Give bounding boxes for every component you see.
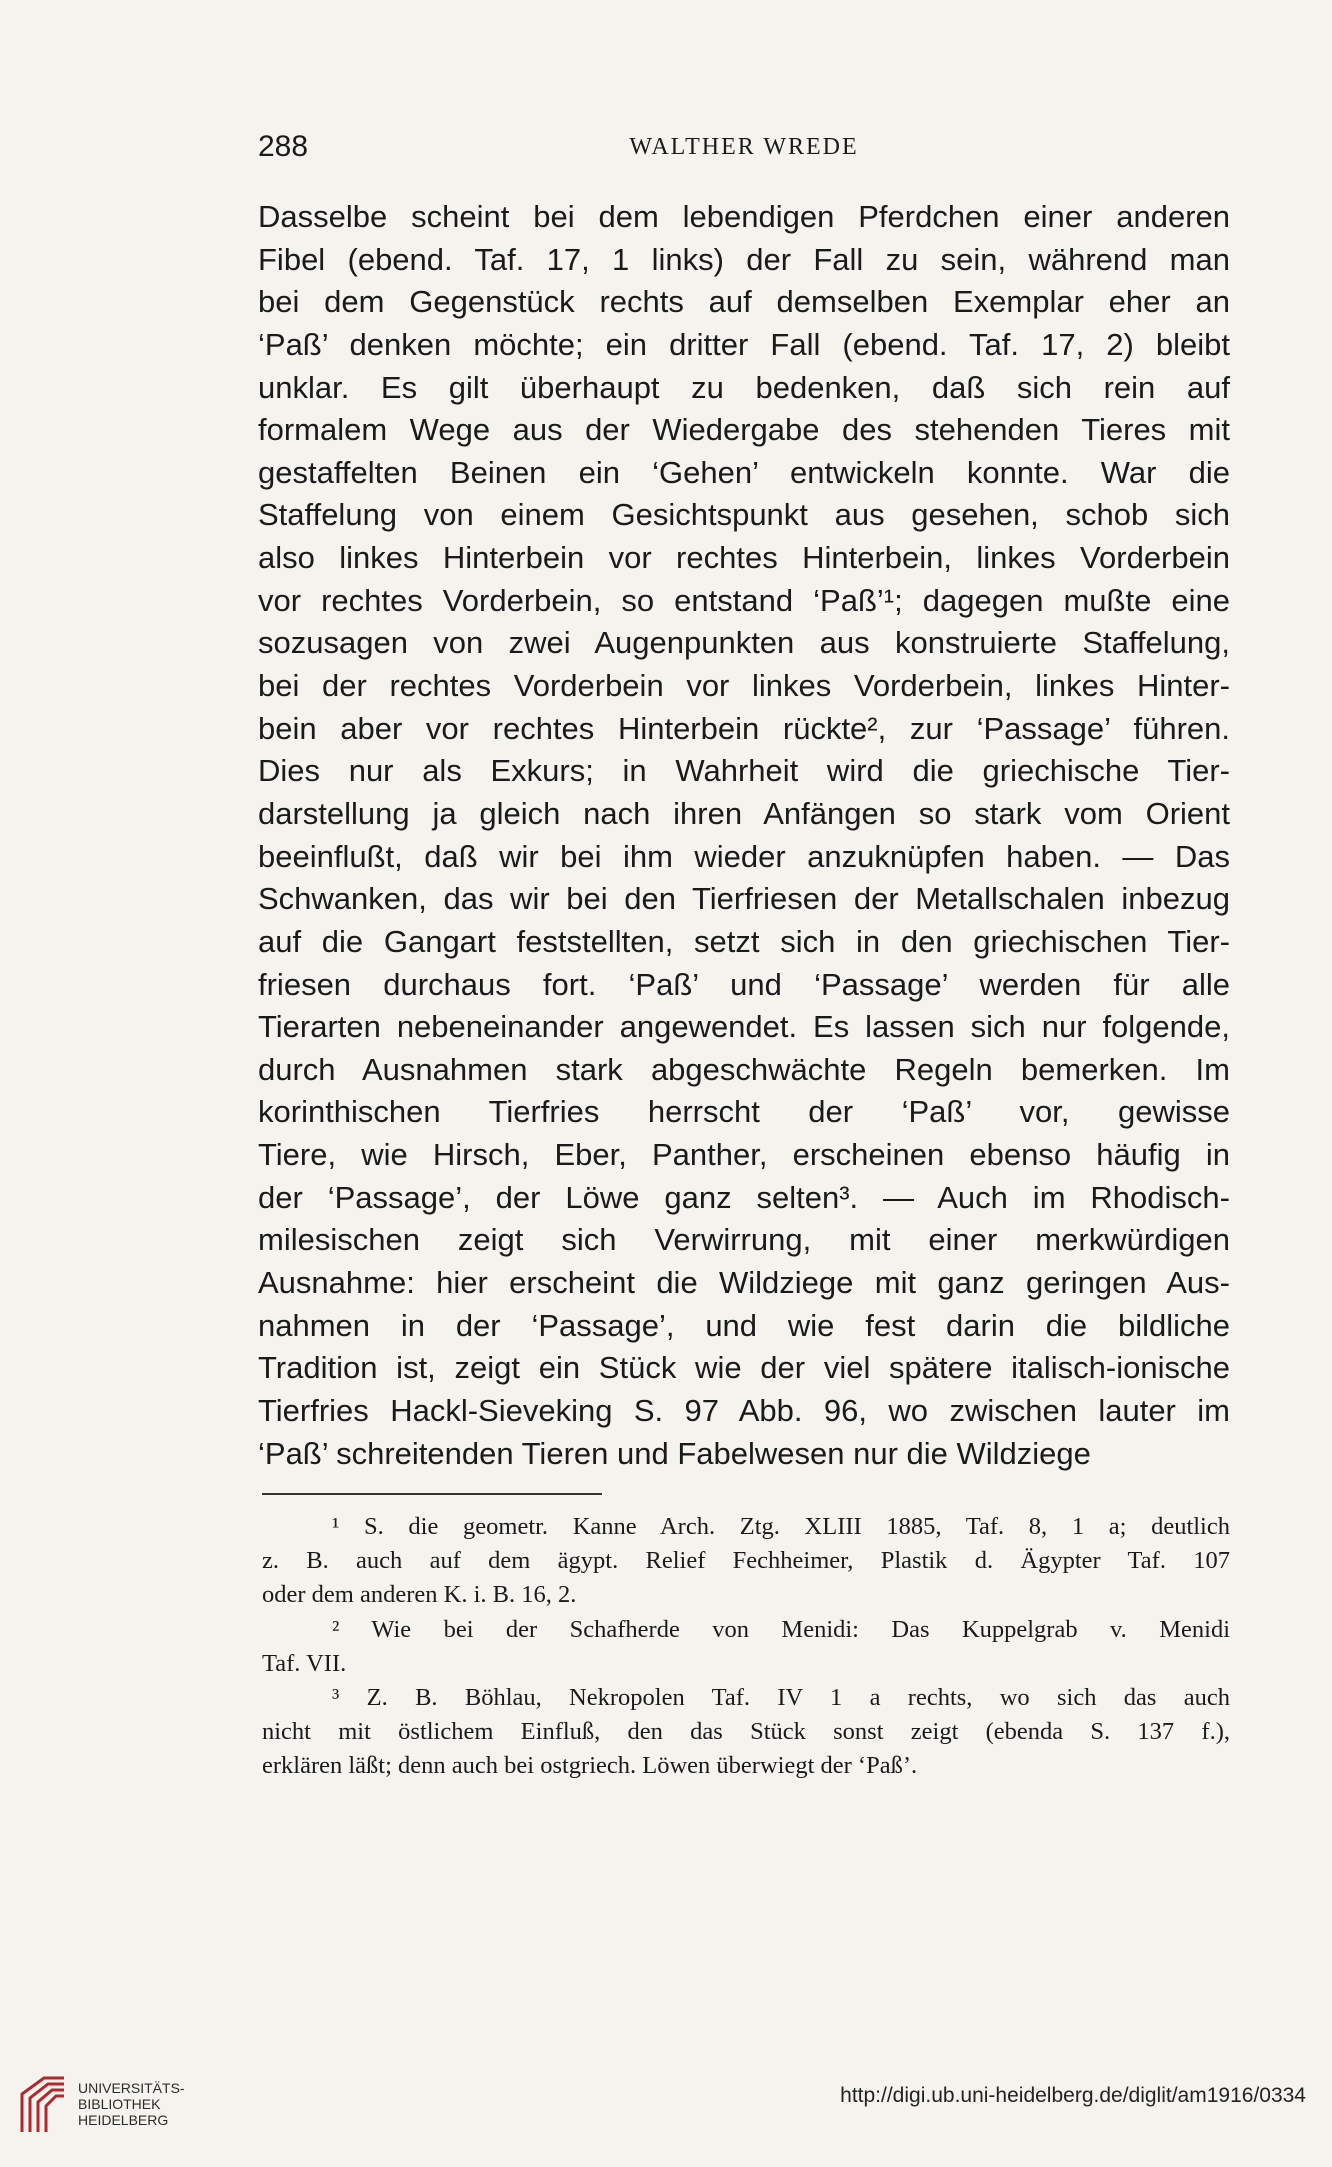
body-line: formalem Wege aus der Wiedergabe des stehenden Tieres mit: [258, 412, 1230, 448]
library-name: [78, 2080, 185, 2128]
library-name-line: BIBLIOTHEK: [78, 2096, 161, 2112]
body-line: unklar. Es gilt überhaupt zu bedenken, daß sich rein auf: [258, 369, 1230, 405]
body-line: Ausnahme: hier erscheint die Wildziege mit ganz geringen Aus-: [258, 1265, 1230, 1301]
body-line: auf die Gangart feststellten, setzt sich in den griechischen Tier-: [258, 923, 1230, 959]
body-line: Dasselbe scheint bei dem lebendigen Pferdchen einer anderen: [258, 199, 1230, 234]
footnote-separator: [262, 1493, 602, 1495]
footnote-line: Taf. VII.: [262, 1649, 347, 1677]
body-line: bei dem Gegenstück rechts auf demselben Exemplar eher an: [258, 284, 1230, 320]
footnote-line: z. B. auch auf dem ägypt. Relief Fechheimer, Plastik d. Ägypter Taf. 107: [262, 1547, 1230, 1575]
body-line: sozusagen von zwei Augenpunkten aus konstruierte Staffelung,: [258, 625, 1230, 661]
library-name-line: HEIDELBERG: [78, 2112, 169, 2128]
page-footer: [0, 2072, 1332, 2142]
footnote-line: ¹ S. die geometr. Kanne Arch. Ztg. XLIII 1885, Taf. 8, 1 a; deutlich: [332, 1513, 1230, 1540]
footnote-line: nicht mit östlichem Einfluß, den das Stück sonst zeigt (ebenda S. 137 f.),: [262, 1718, 1230, 1746]
body-line: Schwanken, das wir bei den Tierfriesen der Metallschalen inbezug: [258, 881, 1230, 917]
body-line: bei der rechtes Vorderbein vor linkes Vorderbein, linkes Hinter-: [258, 668, 1230, 704]
body-line: Fibel (ebend. Taf. 17, 1 links) der Fall zu sein, während man: [258, 241, 1230, 277]
running-title: WALTHER WREDE: [629, 134, 859, 160]
ub-heidelberg-logo-icon: [14, 2072, 70, 2138]
body-line: bein aber vor rechtes Hinterbein rückte², zur ‘Passage’ führen.: [258, 710, 1230, 746]
footnote-line: oder dem anderen K. i. B. 16, 2.: [262, 1581, 577, 1609]
body-line: friesen durchaus fort. ‘Paß’ und ‘Passage’ werden für alle: [258, 966, 1230, 1002]
body-line: durch Ausnahmen stark abgeschwächte Regeln bemerken. Im: [258, 1051, 1230, 1087]
body-line: nahmen in der ‘Passage’, und wie fest darin die bildliche: [258, 1307, 1230, 1343]
body-text: [258, 196, 1230, 1475]
body-line: korinthischen Tierfries herrscht der ‘Paß’ vor, gewisse: [258, 1094, 1230, 1130]
footnotes: [262, 1510, 1230, 1784]
body-line: gestaffelten Beinen ein ‘Gehen’ entwickeln konnte. War die: [258, 454, 1230, 490]
body-line: darstellung ja gleich nach ihren Anfängen so stark vom Orient: [258, 795, 1230, 831]
body-line: Tradition ist, zeigt ein Stück wie der viel spätere italisch-ionische: [258, 1350, 1230, 1386]
body-line: ‘Paß’ denken möchte; ein dritter Fall (ebend. Taf. 17, 2) bleibt: [258, 326, 1230, 362]
body-line: Staffelung von einem Gesichtspunkt aus gesehen, schob sich: [258, 497, 1230, 533]
page-number: 288: [258, 130, 309, 163]
body-line: also linkes Hinterbein vor rechtes Hinterbein, linkes Vorderbein: [258, 540, 1230, 576]
source-url-link[interactable]: http://digi.ub.uni-heidelberg.de/diglit/am1916/0334: [840, 2084, 1306, 2107]
body-line: vor rechtes Vorderbein, so entstand ‘Paß’¹; dagegen mußte eine: [258, 582, 1230, 618]
footnote-line: ² Wie bei der Schafherde von Menidi: Das Kuppelgrab v. Menidi: [332, 1615, 1230, 1643]
page-header: [258, 130, 1230, 170]
body-line: Tiere, wie Hirsch, Eber, Panther, erscheinen ebenso häufig in: [258, 1137, 1230, 1173]
body-line: Dies nur als Exkurs; in Wahrheit wird die griechische Tier-: [258, 753, 1230, 789]
body-line: ‘Paß’ schreitenden Tieren und Fabelwesen nur die Wildziege: [258, 1435, 1091, 1471]
body-line: der ‘Passage’, der Löwe ganz selten³. — Auch im Rhodisch-: [258, 1179, 1230, 1215]
body-line: milesischen zeigt sich Verwirrung, mit einer merkwürdigen: [258, 1222, 1230, 1258]
body-line: Tierarten nebeneinander angewendet. Es lassen sich nur folgende,: [258, 1009, 1230, 1045]
footnote-line: ³ Z. B. Böhlau, Nekropolen Taf. IV 1 a rechts, wo sich das auch: [332, 1683, 1230, 1711]
library-name-line: UNIVERSITÄTS-: [78, 2080, 185, 2096]
body-line: beeinflußt, daß wir bei ihm wieder anzuknüpfen haben. — Das: [258, 838, 1230, 874]
body-line: Tierfries Hackl-Sieveking S. 97 Abb. 96, wo zwischen lauter im: [258, 1392, 1230, 1428]
footnote-line: erklären läßt; denn auch bei ostgriech. Löwen überwiegt der ‘Paß’.: [262, 1752, 918, 1780]
